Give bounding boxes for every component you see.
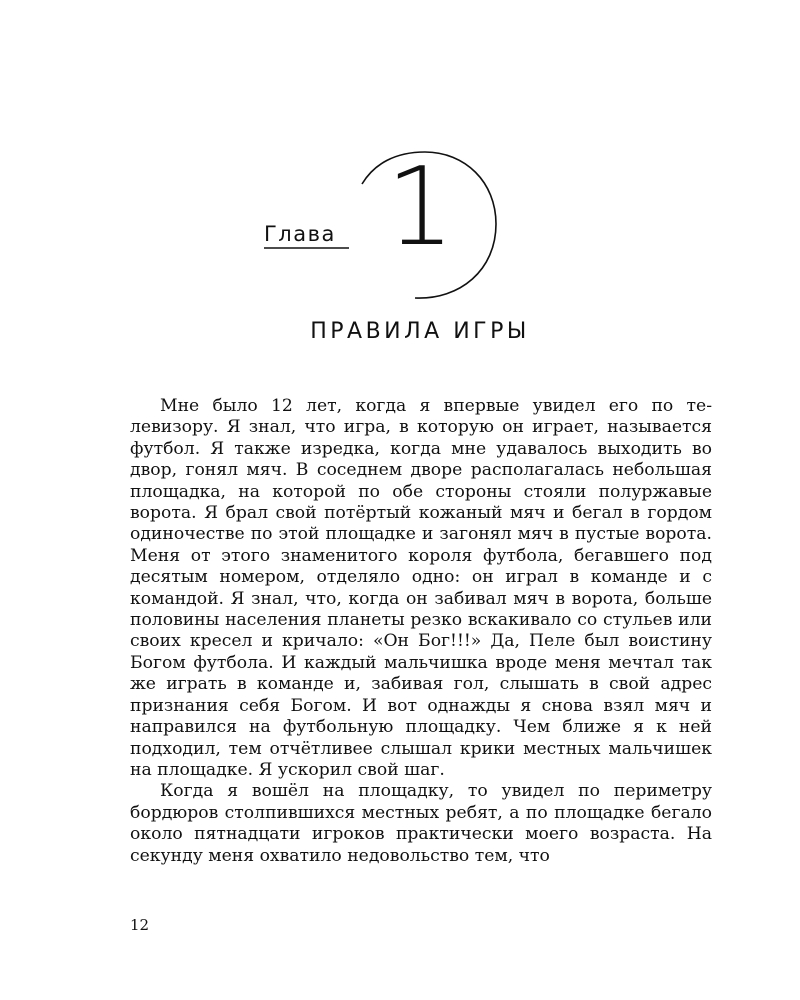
chapter-number: 1 bbox=[386, 145, 455, 270]
paragraph: Мне было 12 лет, когда я впервые увидел его по телевизору. Я знал, что игра, в которую он играет, называется футбол. Я также изредка, когда мне удавалось выходить во двор, гонял мяч. В соседнем дворе располагалась небольшая площадка, на которой по обе стороны стояли полуржавые ворота. Я брал свой потёртый кожаный мяч и бегал в гордом одиночестве по этой площадке и загонял мяч в пустые ворота. Меня от этого знаменитого короля футбола, бегавшего под десятым номером, отделяло одно: он играл в команде и с командой. Я знал, что, когда он забивал мяч в ворота, больше половины населения планеты резко вскакивало со стульев или своих кресел и кричало: «Он Бог!!!» Да, Пеле был воистину Богом футбола. И каждый мальчишка вроде меня мечтал так же играть в команде и, забивая гол, слышать в свой адрес признания себя Богом. И вот однажды я снова взял мяч и направился на футбольную площадку. Чем ближе я к ней подходил, тем отчётливее слышал крики местных мальчишек на площадке. Я ускорил свой шаг. bbox=[130, 396, 712, 780]
chapter-label: Глава bbox=[264, 222, 336, 246]
body-text bbox=[130, 396, 712, 867]
page-number: 12 bbox=[130, 916, 150, 934]
chapter-heading bbox=[250, 145, 510, 310]
paragraph: Когда я вошёл на площадку, то увидел по периметру бордюров столпившихся местных ребят, а по площадке бегало около пятнадцати игроков практически моего возраста. На секунду меня охватило недовольство тем, что bbox=[130, 781, 712, 866]
chapter-title: ПРАВИЛА ИГРЫ bbox=[310, 319, 530, 344]
